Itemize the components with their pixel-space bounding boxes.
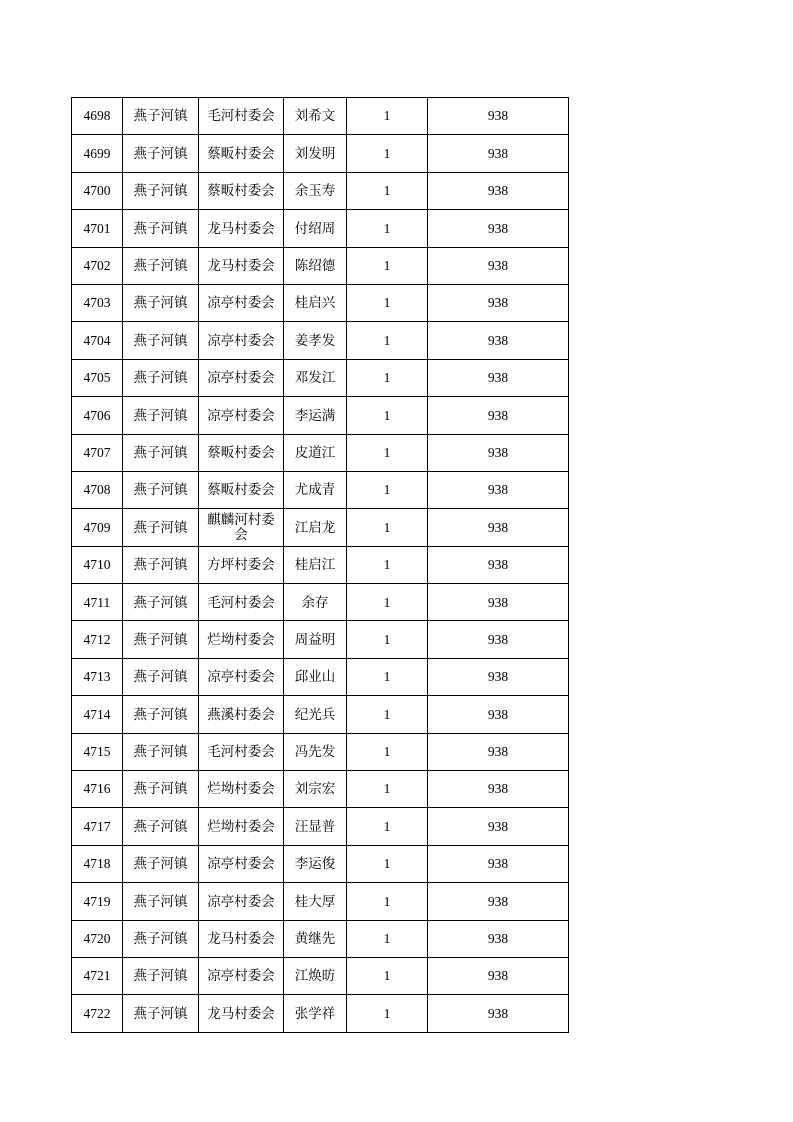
cell-amount: 938 xyxy=(428,957,569,994)
cell-id: 4698 xyxy=(72,98,123,135)
cell-amount: 938 xyxy=(428,995,569,1032)
cell-village: 烂坳村委会 xyxy=(199,771,284,808)
cell-name: 陈绍德 xyxy=(284,247,347,284)
cell-amount: 938 xyxy=(428,210,569,247)
cell-town: 燕子河镇 xyxy=(123,621,199,658)
cell-village: 蔡畈村委会 xyxy=(199,434,284,471)
table-row xyxy=(72,658,569,695)
cell-town: 燕子河镇 xyxy=(123,247,199,284)
cell-name: 李运满 xyxy=(284,397,347,434)
cell-id: 4714 xyxy=(72,696,123,733)
cell-amount: 938 xyxy=(428,397,569,434)
table-row xyxy=(72,771,569,808)
cell-name: 汪显普 xyxy=(284,808,347,845)
cell-village: 烂坳村委会 xyxy=(199,621,284,658)
cell-count: 1 xyxy=(347,359,428,396)
cell-count: 1 xyxy=(347,957,428,994)
cell-town: 燕子河镇 xyxy=(123,696,199,733)
cell-name: 尤成青 xyxy=(284,471,347,508)
cell-count: 1 xyxy=(347,584,428,621)
cell-id: 4711 xyxy=(72,584,123,621)
cell-count: 1 xyxy=(347,284,428,321)
cell-town: 燕子河镇 xyxy=(123,397,199,434)
cell-count: 1 xyxy=(347,509,428,546)
cell-town: 燕子河镇 xyxy=(123,733,199,770)
table-row xyxy=(72,135,569,172)
cell-village: 毛河村委会 xyxy=(199,98,284,135)
cell-village: 蔡畈村委会 xyxy=(199,172,284,209)
cell-count: 1 xyxy=(347,696,428,733)
cell-village: 蔡畈村委会 xyxy=(199,135,284,172)
cell-town: 燕子河镇 xyxy=(123,995,199,1032)
cell-village: 凉亭村委会 xyxy=(199,322,284,359)
cell-town: 燕子河镇 xyxy=(123,135,199,172)
table-row xyxy=(72,247,569,284)
cell-count: 1 xyxy=(347,995,428,1032)
cell-id: 4720 xyxy=(72,920,123,957)
cell-id: 4713 xyxy=(72,658,123,695)
table-row xyxy=(72,733,569,770)
cell-town: 燕子河镇 xyxy=(123,98,199,135)
cell-amount: 938 xyxy=(428,434,569,471)
cell-town: 燕子河镇 xyxy=(123,957,199,994)
cell-name: 纪光兵 xyxy=(284,696,347,733)
cell-id: 4701 xyxy=(72,210,123,247)
cell-count: 1 xyxy=(347,845,428,882)
cell-name: 周益明 xyxy=(284,621,347,658)
cell-id: 4702 xyxy=(72,247,123,284)
cell-count: 1 xyxy=(347,247,428,284)
table-row xyxy=(72,808,569,845)
cell-count: 1 xyxy=(347,771,428,808)
table-row xyxy=(72,322,569,359)
cell-name: 余玉寿 xyxy=(284,172,347,209)
cell-id: 4707 xyxy=(72,434,123,471)
cell-amount: 938 xyxy=(428,359,569,396)
cell-name: 江启龙 xyxy=(284,509,347,546)
table-row xyxy=(72,957,569,994)
cell-id: 4709 xyxy=(72,509,123,546)
cell-town: 燕子河镇 xyxy=(123,771,199,808)
cell-town: 燕子河镇 xyxy=(123,210,199,247)
cell-count: 1 xyxy=(347,210,428,247)
cell-name: 黄继先 xyxy=(284,920,347,957)
cell-town: 燕子河镇 xyxy=(123,845,199,882)
cell-count: 1 xyxy=(347,808,428,845)
cell-count: 1 xyxy=(347,883,428,920)
cell-count: 1 xyxy=(347,621,428,658)
cell-village: 燕溪村委会 xyxy=(199,696,284,733)
cell-name: 皮道江 xyxy=(284,434,347,471)
cell-id: 4715 xyxy=(72,733,123,770)
table-row xyxy=(72,359,569,396)
cell-count: 1 xyxy=(347,658,428,695)
cell-amount: 938 xyxy=(428,135,569,172)
cell-village: 毛河村委会 xyxy=(199,584,284,621)
cell-name: 冯先发 xyxy=(284,733,347,770)
cell-id: 4700 xyxy=(72,172,123,209)
table-container xyxy=(71,97,568,1033)
cell-id: 4719 xyxy=(72,883,123,920)
cell-amount: 938 xyxy=(428,322,569,359)
cell-name: 姜孝发 xyxy=(284,322,347,359)
cell-id: 4704 xyxy=(72,322,123,359)
cell-village: 烂坳村委会 xyxy=(199,808,284,845)
cell-name: 刘发明 xyxy=(284,135,347,172)
cell-id: 4703 xyxy=(72,284,123,321)
table-row xyxy=(72,995,569,1032)
cell-id: 4717 xyxy=(72,808,123,845)
cell-amount: 938 xyxy=(428,172,569,209)
cell-count: 1 xyxy=(347,397,428,434)
cell-town: 燕子河镇 xyxy=(123,584,199,621)
cell-name: 江焕昉 xyxy=(284,957,347,994)
cell-name: 张学祥 xyxy=(284,995,347,1032)
cell-town: 燕子河镇 xyxy=(123,172,199,209)
cell-name: 桂大厚 xyxy=(284,883,347,920)
cell-village: 凉亭村委会 xyxy=(199,883,284,920)
table-row xyxy=(72,284,569,321)
cell-village: 凉亭村委会 xyxy=(199,957,284,994)
cell-amount: 938 xyxy=(428,920,569,957)
cell-village: 凉亭村委会 xyxy=(199,359,284,396)
cell-amount: 938 xyxy=(428,845,569,882)
cell-amount: 938 xyxy=(428,98,569,135)
table-row xyxy=(72,883,569,920)
cell-town: 燕子河镇 xyxy=(123,471,199,508)
cell-id: 4708 xyxy=(72,471,123,508)
cell-id: 4705 xyxy=(72,359,123,396)
cell-village: 凉亭村委会 xyxy=(199,845,284,882)
cell-count: 1 xyxy=(347,733,428,770)
table-row xyxy=(72,509,569,546)
cell-count: 1 xyxy=(347,322,428,359)
cell-id: 4699 xyxy=(72,135,123,172)
cell-amount: 938 xyxy=(428,584,569,621)
cell-amount: 938 xyxy=(428,696,569,733)
cell-count: 1 xyxy=(347,546,428,583)
cell-amount: 938 xyxy=(428,658,569,695)
table-row xyxy=(72,98,569,135)
cell-id: 4722 xyxy=(72,995,123,1032)
cell-town: 燕子河镇 xyxy=(123,546,199,583)
cell-name: 刘希文 xyxy=(284,98,347,135)
cell-amount: 938 xyxy=(428,808,569,845)
cell-name: 邓发江 xyxy=(284,359,347,396)
cell-name: 桂启兴 xyxy=(284,284,347,321)
table-row xyxy=(72,696,569,733)
cell-village: 凉亭村委会 xyxy=(199,284,284,321)
table-row xyxy=(72,172,569,209)
cell-amount: 938 xyxy=(428,509,569,546)
subsidy-table xyxy=(71,97,569,1033)
cell-town: 燕子河镇 xyxy=(123,284,199,321)
table-row xyxy=(72,434,569,471)
table-row xyxy=(72,584,569,621)
table-row xyxy=(72,546,569,583)
cell-count: 1 xyxy=(347,471,428,508)
cell-amount: 938 xyxy=(428,771,569,808)
cell-id: 4716 xyxy=(72,771,123,808)
cell-amount: 938 xyxy=(428,733,569,770)
cell-town: 燕子河镇 xyxy=(123,658,199,695)
cell-amount: 938 xyxy=(428,546,569,583)
cell-name: 邱业山 xyxy=(284,658,347,695)
table-row xyxy=(72,471,569,508)
cell-village: 凉亭村委会 xyxy=(199,397,284,434)
cell-count: 1 xyxy=(347,172,428,209)
cell-count: 1 xyxy=(347,920,428,957)
cell-id: 4721 xyxy=(72,957,123,994)
cell-town: 燕子河镇 xyxy=(123,808,199,845)
cell-village: 龙马村委会 xyxy=(199,920,284,957)
cell-amount: 938 xyxy=(428,883,569,920)
cell-town: 燕子河镇 xyxy=(123,920,199,957)
table-row xyxy=(72,210,569,247)
cell-id: 4718 xyxy=(72,845,123,882)
table-row xyxy=(72,920,569,957)
cell-id: 4706 xyxy=(72,397,123,434)
cell-name: 桂启江 xyxy=(284,546,347,583)
cell-village: 毛河村委会 xyxy=(199,733,284,770)
cell-village: 方坪村委会 xyxy=(199,546,284,583)
cell-village: 龙马村委会 xyxy=(199,247,284,284)
cell-town: 燕子河镇 xyxy=(123,509,199,546)
table-row xyxy=(72,621,569,658)
cell-name: 李运俊 xyxy=(284,845,347,882)
cell-count: 1 xyxy=(347,434,428,471)
cell-amount: 938 xyxy=(428,621,569,658)
cell-town: 燕子河镇 xyxy=(123,359,199,396)
table-row xyxy=(72,397,569,434)
cell-amount: 938 xyxy=(428,284,569,321)
cell-town: 燕子河镇 xyxy=(123,322,199,359)
cell-id: 4712 xyxy=(72,621,123,658)
cell-village: 麒麟河村委会 xyxy=(199,509,284,546)
cell-name: 余存 xyxy=(284,584,347,621)
cell-town: 燕子河镇 xyxy=(123,883,199,920)
table-body xyxy=(72,98,569,1033)
cell-village: 凉亭村委会 xyxy=(199,658,284,695)
cell-amount: 938 xyxy=(428,471,569,508)
cell-count: 1 xyxy=(347,98,428,135)
table-row xyxy=(72,845,569,882)
cell-town: 燕子河镇 xyxy=(123,434,199,471)
cell-village: 蔡畈村委会 xyxy=(199,471,284,508)
cell-amount: 938 xyxy=(428,247,569,284)
cell-village: 龙马村委会 xyxy=(199,210,284,247)
cell-village: 龙马村委会 xyxy=(199,995,284,1032)
cell-id: 4710 xyxy=(72,546,123,583)
cell-name: 付绍周 xyxy=(284,210,347,247)
cell-name: 刘宗宏 xyxy=(284,771,347,808)
cell-count: 1 xyxy=(347,135,428,172)
